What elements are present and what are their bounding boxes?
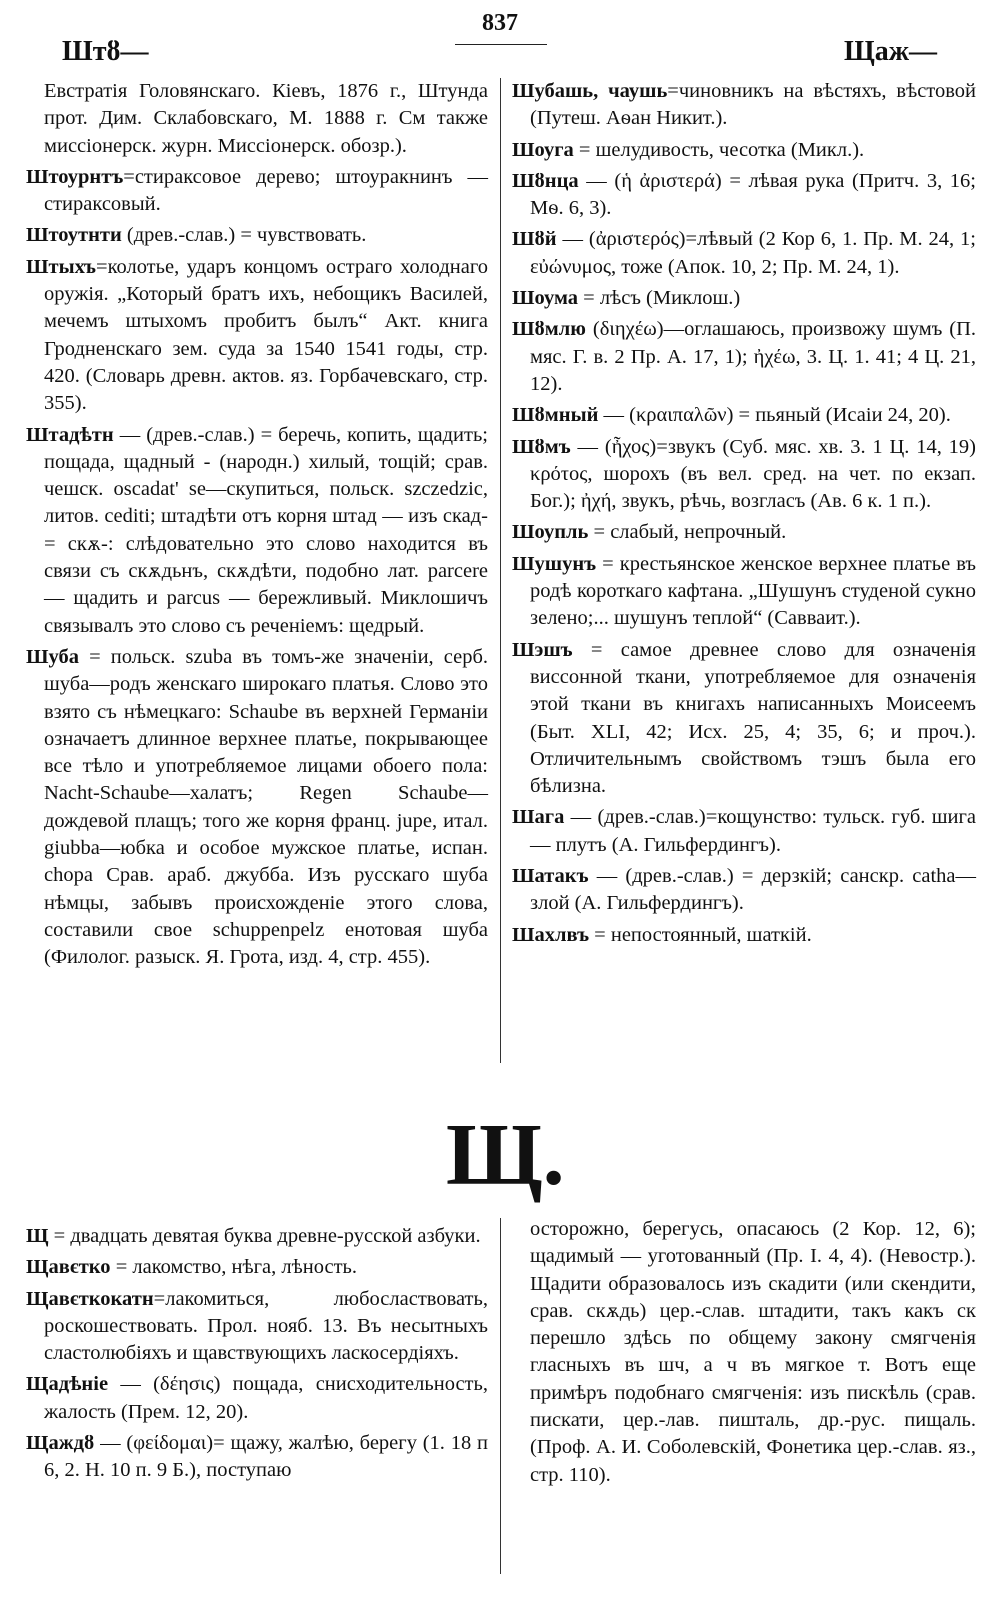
- entry-text: = лѣсъ (Миклош.): [578, 287, 741, 310]
- dictionary-entry: [512, 519, 976, 546]
- headword: Штыхъ: [26, 255, 97, 278]
- column-left-bottom: [26, 1223, 488, 1489]
- column-divider-bottom: [500, 1218, 501, 1574]
- headword: Шȣмлю: [512, 318, 586, 341]
- dictionary-entry: [512, 137, 976, 164]
- section-letter: Щ.: [446, 1107, 565, 1204]
- headword: Шȣмъ: [512, 435, 571, 458]
- headword: Шоуга: [512, 138, 574, 161]
- dictionary-entry: [26, 1430, 488, 1485]
- dictionary-entry: [26, 1254, 488, 1281]
- entry-text: (древ.-слав.) = чувствовать.: [121, 224, 367, 247]
- entry-text: — (ἦχος)=звукъ (Суб. мяс. хв. 3. 1 Ц. 14, 19) κρότος, шорохъ (въ вел. сред. на чет. по екзап. Бог.); ἠχή, звукъ, рѣчь, возгласъ (Ав. 6 к. 1 п.).: [530, 435, 976, 513]
- dictionary-entry: [26, 644, 488, 972]
- headword: Шатакъ: [512, 865, 589, 888]
- entry-text: = лакомство, нѣга, лѣность.: [110, 1256, 358, 1279]
- entry-text: — (ἡ ἀριστερά) = лѣвая рука (Притч. 3, 16; Мѳ. 6, 3).: [530, 169, 976, 220]
- headword: Щ: [26, 1225, 49, 1247]
- running-header-left: Штȣ—: [62, 36, 149, 67]
- headword: Шȣнца: [512, 169, 579, 192]
- entry-text: — (κραιπαλῶν) = пьяный (Исаіи 24, 20).: [598, 404, 951, 427]
- entry-text: — (древ.-слав.) = беречь, копить, щадить; пощада, щадный - (народн.) хилый, тощій; срав. чешск. oscadat' se—скупиться, польск. szczedzic, литов. cediti; штадѣти отъ корня штад — изъ скад- = скѫ-: слѣдовательно это слово находится въ связи съ скѫдьнъ, скѫдѣти, подобно лат. parcere — щадить и parcus — бережливый. Миклошичъ связывалъ это слово съ реченіемъ: щедрый.: [44, 423, 488, 637]
- entry-text: — (δέησις) пощада, снисходительность, жалость (Прем. 12, 20).: [44, 1373, 488, 1423]
- dictionary-entry: [512, 402, 976, 429]
- dictionary-entry: [512, 1216, 976, 1489]
- dictionary-entry: [512, 78, 976, 133]
- entry-text: = польск. szuba въ томъ-же значеніи, серб. шуба—родъ женскаго широкаго платья. Слово это взято съ нѣмецкаго: Schaube въ верхней Германіи означаетъ длинное верхнее платье, покрывающее все тѣло и употребляемое лицами обоего пола: Nacht-Schaube—халатъ; Regen Schaube—дождевой плащъ; того же корня франц. jupe, итал. giubba—юбка и особое мужское платье, испан. chopa Срав. араб. джубба. Изъ русскаго шуба нѣмцы, забывъ происхожденіе этого слова, составили свое schuppenpelz енотовая шуба (Филолог. разыск. Я. Грота, изд. 4, стр. 455).: [44, 645, 488, 969]
- dictionary-entry: [512, 316, 976, 398]
- dictionary-entry: [512, 804, 976, 859]
- headword: Шȣмный: [512, 404, 599, 427]
- headword: Шахлвъ: [512, 923, 590, 946]
- dictionary-entry: [26, 1286, 488, 1368]
- headword: Шуба: [26, 645, 79, 668]
- headword: Щадѣніе: [26, 1373, 109, 1396]
- headword: Шушунъ: [512, 552, 597, 575]
- dictionary-entry: [512, 434, 976, 516]
- dictionary-entry: [26, 422, 488, 640]
- dictionary-entry: [512, 863, 976, 918]
- headword: Щавєткокатн: [26, 1287, 154, 1310]
- headword: Щаждȣ: [26, 1432, 95, 1455]
- entry-text: =стираксовое дерево; штоуракнинъ — стираксовый.: [44, 165, 488, 216]
- entry-text: = слабый, непрочный.: [588, 521, 787, 544]
- column-divider-top: [500, 78, 501, 1063]
- entry-text: = двадцать девятая буква древне-русской азбуки.: [48, 1225, 481, 1247]
- headword: Штоурнтъ: [26, 165, 124, 188]
- dictionary-entry: [26, 78, 488, 160]
- entry-text: =колотье, ударъ концомъ остраго холоднаго оружія. „Который братъ ихъ, небощикъ Василей, мечемъ штыхомъ пробитъ былъ“ Акт. книга Гродненскаго зем. суда за 1540 1541 годы, стр. 420. (Словарь древн. актов. яз. Горбачевскаго, стр. 355).: [44, 255, 488, 415]
- headword: Шубашь, чаушь: [512, 80, 668, 102]
- entry-text: — (φείδομαι)= щажу, жалѣю, берегу (1. 18 п 6, 2. Н. 10 п. 9 Б.), поступаю: [44, 1432, 488, 1482]
- entry-text: осторожно, берегусь, опасаюсь (2 Кор. 12, 6); щадимый — уготованный (Пр. I. 4, 4). (Невостр.). Щадити образовалось изъ скадити (или скендити, срав. скѫдь) цер.-слав. штадити, такъ какъ ск перешло здѣсь по общему закону смягченія гласныхъ въ шч, а ч въ мягкое т. Вотъ еще примѣръ подобнаго смягченія: изъ пискѣль (срав. пискати, цер.-лав. пишталь, др.-рус. пищаль. (Проф. А. И. Соболевскій, Фонетика цер.-слав. яз., стр. 110).: [530, 1218, 976, 1486]
- dictionary-entry: [512, 226, 976, 281]
- headword: Шоума: [512, 287, 579, 310]
- running-header-right: Щаж—: [844, 36, 938, 67]
- headword: Шага: [512, 806, 565, 829]
- headword: Щавєтко: [26, 1256, 111, 1279]
- page-number: 837: [482, 10, 518, 36]
- column-right-top: [512, 78, 976, 953]
- dictionary-entry: [512, 637, 976, 801]
- dictionary-entry: [26, 1371, 488, 1426]
- dictionary-entry: [512, 168, 976, 223]
- entry-text: — (древ.-слав.)=кощунство: тульск. губ. шига — плутъ (А. Гильфердингъ).: [530, 806, 976, 856]
- page-number-rule: [455, 44, 547, 45]
- headword: Шэшъ: [512, 638, 573, 661]
- headword: Шȣй: [512, 228, 557, 251]
- entry-text: =чиновникъ на вѣстяхъ, вѣстовой (Путеш. Аѳан Никит.).: [530, 80, 976, 130]
- entry-text: =лакомиться, любосластвовать, роскошествовать. Прол. нояб. 13. Въ несытныхъ сластолюбіяхъ и щавствующихъ ласкосердіяхъ.: [44, 1287, 488, 1365]
- headword: Шоупль: [512, 521, 589, 544]
- dictionary-entry: [512, 285, 976, 312]
- entry-text: Евстратія Головянскаго. Кіевъ, 1876 г., Штунда прот. Дим. Склабовскаго, М. 1888 г. См также миссіонерск. журн. Миссіонерск. обозр.).: [44, 80, 488, 157]
- headword: Штоутнти: [26, 224, 122, 247]
- dictionary-entry: [26, 164, 488, 219]
- dictionary-entry: [26, 1223, 488, 1250]
- entry-text: — (ἀριστερός)=лѣвый (2 Кор 6, 1. Пр. М. 24, 1; εὐώνυμος, тоже (Апок. 10, 2; Пр. М. 24, 1).: [530, 228, 976, 278]
- headword: Штадѣтн: [26, 423, 114, 446]
- entry-text: = крестьянское женское верхнее платье въ родѣ короткаго кафтана. „Шушунъ студеной сукно зелено;... шушунъ теплой“ (Савваит.).: [530, 552, 976, 630]
- dictionary-entry: [26, 222, 488, 249]
- entry-text: = непостоянный, шаткій.: [589, 923, 812, 946]
- dictionary-entry: [512, 922, 976, 949]
- entry-text: = самое древнее слово для означенія виссонной ткани, употребляемое для означенія этой ткани въ книгахъ написанныхъ Моисеемъ (Быт. XLI, 42; Исх. 25, 4; 35, 6; и проч.). Отличительнымъ свойствомъ тэшъ была его бѣлизна.: [530, 638, 976, 798]
- entry-text: = шелудивость, чесотка (Микл.).: [573, 138, 865, 161]
- dictionary-entry: [512, 551, 976, 633]
- dictionary-entry: [26, 254, 488, 418]
- column-right-bottom: [512, 1216, 976, 1493]
- column-left-top: [26, 78, 488, 976]
- entry-text: — (древ.-слав.) = дерзкій; санскр. catha—злой (А. Гильфердингъ).: [530, 865, 976, 915]
- entry-text: (διηχέω)—оглашаюсь, произвожу шумъ (П. мяс. Г. в. 2 Пр. А. 17, 1); ἠχέω, 3. Ц. 1. 41; 4 Ц. 21, 12).: [530, 318, 976, 395]
